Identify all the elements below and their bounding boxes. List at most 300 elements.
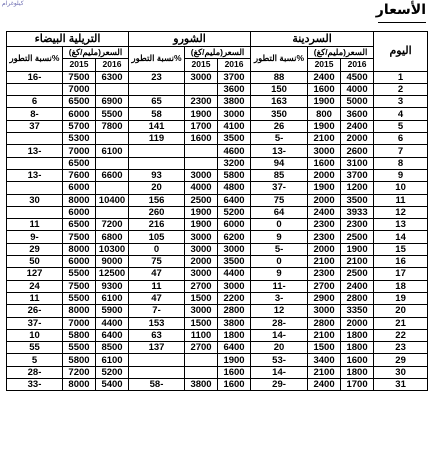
sardine-2015-cell: 2900 (308, 292, 341, 304)
tirilia-2016-cell: 5200 (96, 366, 129, 378)
shoro-2015-cell: 1900 (185, 108, 218, 120)
shoro-2015-cell: 1500 (185, 317, 218, 329)
price-table (6, 31, 428, 391)
shoro-2015-cell: 2500 (185, 194, 218, 206)
day-cell: 10 (374, 182, 428, 194)
shoro-change-cell: 47 (129, 292, 185, 304)
sardine-2016-cell: 1600 (341, 354, 374, 366)
sardine-2015-cell: 2300 (308, 231, 341, 243)
shoro-2016-cell: 6400 (218, 194, 251, 206)
tirilia-change-cell: 24 (7, 280, 63, 292)
tirilia-change-cell (7, 133, 63, 145)
shoro-2016-cell: 3800 (218, 317, 251, 329)
year-2016-header: 2016 (341, 59, 374, 71)
sardine-2016-cell: 2500 (341, 268, 374, 280)
day-cell: 6 (374, 133, 428, 145)
table-row (7, 120, 428, 132)
shoro-2015-cell: 1700 (185, 120, 218, 132)
day-cell: 5 (374, 120, 428, 132)
table-row (7, 83, 428, 95)
sardine-change-cell: 20 (251, 342, 308, 354)
table-row (7, 108, 428, 120)
shoro-2015-cell: 3000 (185, 243, 218, 255)
day-header: اليوم (374, 32, 428, 72)
shoro-2016-cell: 6400 (218, 342, 251, 354)
shoro-change-cell: 260 (129, 206, 185, 218)
sardine-2015-cell: 1900 (308, 182, 341, 194)
shoro-change-cell: 23 (129, 71, 185, 83)
sardine-2016-cell: 4500 (341, 71, 374, 83)
tirilia-2015-cell: 5800 (63, 354, 96, 366)
tirilia-2015-cell: 8000 (63, 194, 96, 206)
shoro-2016-cell: 3000 (218, 108, 251, 120)
tirilia-2015-cell: 7000 (63, 145, 96, 157)
sardine-2016-cell: 1800 (341, 342, 374, 354)
sardine-2016-cell: 4000 (341, 83, 374, 95)
day-cell: 31 (374, 379, 428, 391)
tirilia-2015-cell: 8000 (63, 243, 96, 255)
tirilia-2016-cell: 6100 (96, 354, 129, 366)
sardine-change-cell: 53- (251, 354, 308, 366)
tirilia-change-cell (7, 182, 63, 194)
shoro-change-cell: 156 (129, 194, 185, 206)
day-cell: 17 (374, 268, 428, 280)
sardine-2015-cell: 2300 (308, 268, 341, 280)
table-row (7, 342, 428, 354)
shoro-2015-cell: 3000 (185, 169, 218, 181)
shoro-2016-cell: 3000 (218, 243, 251, 255)
sardine-2015-cell: 1600 (308, 157, 341, 169)
sardine-2016-cell: 2400 (341, 280, 374, 292)
sardine-2015-cell: 2100 (308, 133, 341, 145)
tirilia-2015-cell: 6000 (63, 256, 96, 268)
sardine-2015-cell: 2300 (308, 219, 341, 231)
shoro-2015-cell: 3800 (185, 379, 218, 391)
sardine-2015-cell: 2000 (308, 194, 341, 206)
tirilia-change-cell: 9- (7, 231, 63, 243)
shoro-2015-cell: 1100 (185, 329, 218, 341)
sardine-change-cell: 28- (251, 317, 308, 329)
shoro-2015-cell (185, 366, 218, 378)
tirilia-change-cell: 11 (7, 292, 63, 304)
shoro-2016-cell: 6000 (218, 219, 251, 231)
tirilia-2015-cell: 5500 (63, 292, 96, 304)
tirilia-2016-cell: 12500 (96, 268, 129, 280)
tirilia-2015-cell: 7000 (63, 83, 96, 95)
sardine-2016-cell: 2800 (341, 292, 374, 304)
table-row (7, 194, 428, 206)
shoro-2015-cell: 1900 (185, 219, 218, 231)
sardine-change-cell: 3- (251, 292, 308, 304)
shoro-change-cell: 20 (129, 182, 185, 194)
tirilia-2016-cell: 6300 (96, 71, 129, 83)
sardine-2016-cell: 3100 (341, 157, 374, 169)
tirilia-2016-cell (96, 133, 129, 145)
sardine-change-cell: 9 (251, 268, 308, 280)
tirilia-change-cell: 28- (7, 366, 63, 378)
tirilia-2016-cell (96, 83, 129, 95)
shoro-change-cell: 93 (129, 169, 185, 181)
day-cell: 12 (374, 206, 428, 218)
tirilia-change-cell: 30 (7, 194, 63, 206)
shoro-2015-cell: 2300 (185, 96, 218, 108)
shoro-2016-cell: 1600 (218, 379, 251, 391)
shoro-2015-cell: 3000 (185, 231, 218, 243)
shoro-change-cell (129, 145, 185, 157)
tirilia-change-cell: 50 (7, 256, 63, 268)
shoro-2015-cell: 1500 (185, 292, 218, 304)
tirilia-2015-cell: 5800 (63, 329, 96, 341)
day-cell: 23 (374, 342, 428, 354)
tirilia-2015-cell: 7200 (63, 366, 96, 378)
table-row (7, 292, 428, 304)
shoro-2016-cell: 3500 (218, 256, 251, 268)
corner-mark: كيلوغرام (2, 0, 24, 7)
shoro-change-cell: 153 (129, 317, 185, 329)
shoro-change-cell (129, 157, 185, 169)
sardine-change-cell: 9 (251, 231, 308, 243)
tirilia-2016-cell: 6900 (96, 96, 129, 108)
tirilia-2016-cell: 7800 (96, 120, 129, 132)
shoro-2016-cell: 6200 (218, 231, 251, 243)
sardine-2015-cell: 2100 (308, 366, 341, 378)
sardine-2016-cell: 1200 (341, 182, 374, 194)
day-cell: 1 (374, 71, 428, 83)
year-2015-header: 2015 (63, 59, 96, 71)
tirilia-2015-cell: 6500 (63, 157, 96, 169)
sardine-change-cell: 75 (251, 194, 308, 206)
tirilia-2016-cell: 9300 (96, 280, 129, 292)
tirilia-2015-cell: 8000 (63, 379, 96, 391)
tirilia-2016-cell (96, 182, 129, 194)
sardine-2016-cell: 2300 (341, 219, 374, 231)
shoro-2016-cell: 3200 (218, 157, 251, 169)
day-cell: 8 (374, 157, 428, 169)
tirilia-change-cell: 26- (7, 305, 63, 317)
sardine-change-cell: 12 (251, 305, 308, 317)
tirilia-2015-cell: 5300 (63, 133, 96, 145)
sardine-2015-cell: 2000 (308, 243, 341, 255)
sardine-2016-cell: 2600 (341, 145, 374, 157)
tirilia-change-cell: 29 (7, 243, 63, 255)
table-row (7, 96, 428, 108)
tirilia-2016-cell: 10300 (96, 243, 129, 255)
shoro-change-cell: 105 (129, 231, 185, 243)
table-row (7, 329, 428, 341)
sardine-change-cell: 64 (251, 206, 308, 218)
tirilia-2016-cell (96, 157, 129, 169)
sardine-change-cell: 5- (251, 133, 308, 145)
sardine-2015-cell: 1900 (308, 120, 341, 132)
shoro-change-cell: 216 (129, 219, 185, 231)
shoro-2016-cell: 1900 (218, 354, 251, 366)
day-cell: 3 (374, 96, 428, 108)
tirilia-2015-cell: 7500 (63, 231, 96, 243)
sardine-2016-cell: 1800 (341, 329, 374, 341)
shoro-2015-cell: 4000 (185, 182, 218, 194)
tirilia-2016-cell: 6100 (96, 145, 129, 157)
shoro-change-cell: 47 (129, 268, 185, 280)
sardine-change-cell: 150 (251, 83, 308, 95)
tirilia-change-cell: 13- (7, 169, 63, 181)
tirilia-2016-cell: 6800 (96, 231, 129, 243)
day-cell: 22 (374, 329, 428, 341)
sardine-change-cell: 163 (251, 96, 308, 108)
sardine-2015-cell: 2100 (308, 329, 341, 341)
sardine-2015-cell: 3400 (308, 354, 341, 366)
tirilia-change-cell: 37- (7, 317, 63, 329)
group-header-tirilia: التريلية البيضاء (7, 32, 129, 47)
shoro-2015-cell (185, 354, 218, 366)
price-header: السعر(مليم/كغ) (308, 47, 374, 59)
shoro-2015-cell: 1900 (185, 206, 218, 218)
shoro-2016-cell: 4600 (218, 145, 251, 157)
shoro-change-cell: 119 (129, 133, 185, 145)
tirilia-change-cell (7, 157, 63, 169)
sardine-change-cell: 85 (251, 169, 308, 181)
tirilia-2015-cell: 5500 (63, 342, 96, 354)
table-row (7, 280, 428, 292)
tirilia-change-cell: 127 (7, 268, 63, 280)
sardine-2015-cell: 1900 (308, 96, 341, 108)
tirilia-2016-cell: 8500 (96, 342, 129, 354)
shoro-2015-cell: 3000 (185, 305, 218, 317)
table-row (7, 206, 428, 218)
table-row (7, 305, 428, 317)
shoro-2015-cell: 3000 (185, 268, 218, 280)
shoro-2015-cell (185, 83, 218, 95)
tirilia-2016-cell (96, 206, 129, 218)
shoro-change-cell (129, 354, 185, 366)
shoro-2016-cell: 5800 (218, 169, 251, 181)
sardine-change-cell: 14- (251, 366, 308, 378)
shoro-change-cell: 65 (129, 96, 185, 108)
day-cell: 9 (374, 169, 428, 181)
sardine-2016-cell: 2000 (341, 133, 374, 145)
sardine-2016-cell: 5000 (341, 96, 374, 108)
sardine-change-cell: 0 (251, 256, 308, 268)
sardine-2016-cell: 2500 (341, 231, 374, 243)
shoro-change-cell (129, 366, 185, 378)
tirilia-2015-cell: 6000 (63, 182, 96, 194)
sardine-2016-cell: 3700 (341, 169, 374, 181)
year-2015-header: 2015 (185, 59, 218, 71)
sardine-2015-cell: 2000 (308, 169, 341, 181)
sardine-2016-cell: 2000 (341, 317, 374, 329)
table-row (7, 71, 428, 83)
year-2015-header: 2015 (308, 59, 341, 71)
day-cell: 15 (374, 243, 428, 255)
sardine-change-cell: 14- (251, 329, 308, 341)
tirilia-2016-cell: 7200 (96, 219, 129, 231)
tirilia-change-cell: 37 (7, 120, 63, 132)
day-cell: 20 (374, 305, 428, 317)
table-row (7, 169, 428, 181)
sardine-2016-cell: 3600 (341, 108, 374, 120)
shoro-2016-cell: 5200 (218, 206, 251, 218)
year-2016-header: 2016 (218, 59, 251, 71)
sardine-2015-cell: 3000 (308, 305, 341, 317)
shoro-2016-cell: 4800 (218, 182, 251, 194)
group-header-sardine: السردينة (251, 32, 374, 47)
shoro-2015-cell: 3000 (185, 71, 218, 83)
shoro-2016-cell: 4400 (218, 268, 251, 280)
shoro-2016-cell: 3000 (218, 280, 251, 292)
tirilia-2015-cell: 7500 (63, 71, 96, 83)
sardine-change-cell: 5- (251, 243, 308, 255)
shoro-2015-cell (185, 145, 218, 157)
sardine-change-cell: 94 (251, 157, 308, 169)
sardine-change-cell: 29- (251, 379, 308, 391)
day-cell: 14 (374, 231, 428, 243)
day-cell: 30 (374, 366, 428, 378)
tirilia-2015-cell: 7600 (63, 169, 96, 181)
table-row (7, 157, 428, 169)
sardine-2015-cell: 2700 (308, 280, 341, 292)
sardine-2016-cell: 2400 (341, 120, 374, 132)
tirilia-2016-cell: 6600 (96, 169, 129, 181)
sardine-2015-cell: 2100 (308, 256, 341, 268)
shoro-2016-cell: 2800 (218, 305, 251, 317)
shoro-2015-cell: 1600 (185, 133, 218, 145)
sardine-change-cell: 88 (251, 71, 308, 83)
sardine-2016-cell: 1900 (341, 243, 374, 255)
sardine-2015-cell: 3000 (308, 145, 341, 157)
shoro-change-cell: 58 (129, 108, 185, 120)
shoro-change-cell: 137 (129, 342, 185, 354)
table-row (7, 145, 428, 157)
tirilia-change-cell: 33- (7, 379, 63, 391)
tirilia-2015-cell: 6000 (63, 206, 96, 218)
day-cell: 21 (374, 317, 428, 329)
sardine-2016-cell: 1800 (341, 366, 374, 378)
tirilia-2016-cell: 9000 (96, 256, 129, 268)
change-header: نسبة التطور% (7, 47, 63, 72)
shoro-change-cell: 0 (129, 243, 185, 255)
tirilia-2016-cell: 10400 (96, 194, 129, 206)
tirilia-2015-cell: 7500 (63, 280, 96, 292)
day-cell: 4 (374, 108, 428, 120)
tirilia-change-cell: 16- (7, 71, 63, 83)
table-row (7, 133, 428, 145)
day-cell: 19 (374, 292, 428, 304)
day-cell: 16 (374, 256, 428, 268)
sardine-change-cell: 26 (251, 120, 308, 132)
tirilia-change-cell (7, 83, 63, 95)
shoro-2016-cell: 1800 (218, 329, 251, 341)
sardine-change-cell: 13- (251, 145, 308, 157)
tirilia-2015-cell: 6500 (63, 219, 96, 231)
tirilia-2015-cell: 6000 (63, 108, 96, 120)
table-row (7, 379, 428, 391)
day-cell: 18 (374, 280, 428, 292)
sardine-2015-cell: 2400 (308, 71, 341, 83)
price-header: السعر(مليم/كغ) (63, 47, 129, 59)
day-cell: 11 (374, 194, 428, 206)
shoro-2015-cell: 2000 (185, 256, 218, 268)
table-row (7, 182, 428, 194)
tirilia-2016-cell: 5400 (96, 379, 129, 391)
shoro-change-cell: 141 (129, 120, 185, 132)
tirilia-2015-cell: 8000 (63, 305, 96, 317)
shoro-2016-cell: 3800 (218, 96, 251, 108)
shoro-2015-cell: 2700 (185, 342, 218, 354)
tirilia-change-cell: 13- (7, 145, 63, 157)
day-cell: 7 (374, 145, 428, 157)
table-body (7, 71, 428, 391)
shoro-2016-cell: 1600 (218, 366, 251, 378)
sardine-2015-cell: 1600 (308, 83, 341, 95)
shoro-change-cell: 11 (129, 280, 185, 292)
tirilia-2015-cell: 5500 (63, 268, 96, 280)
sardine-2015-cell: 800 (308, 108, 341, 120)
tirilia-2015-cell: 7000 (63, 317, 96, 329)
shoro-change-cell (129, 83, 185, 95)
tirilia-change-cell: 6 (7, 96, 63, 108)
tirilia-change-cell: 5 (7, 354, 63, 366)
sardine-2015-cell: 2800 (308, 317, 341, 329)
sardine-2016-cell: 3500 (341, 194, 374, 206)
tirilia-2015-cell: 6500 (63, 96, 96, 108)
table-row (7, 243, 428, 255)
tirilia-2016-cell: 4400 (96, 317, 129, 329)
table-row (7, 354, 428, 366)
shoro-2016-cell: 4100 (218, 120, 251, 132)
tirilia-2016-cell: 5900 (96, 305, 129, 317)
shoro-2015-cell (185, 157, 218, 169)
sardine-2015-cell: 2400 (308, 206, 341, 218)
sardine-change-cell: 350 (251, 108, 308, 120)
shoro-change-cell: 63 (129, 329, 185, 341)
sardine-2015-cell: 1500 (308, 342, 341, 354)
sardine-change-cell: 0 (251, 219, 308, 231)
tirilia-2016-cell: 5500 (96, 108, 129, 120)
sardine-2016-cell: 1700 (341, 379, 374, 391)
tirilia-2015-cell: 5700 (63, 120, 96, 132)
shoro-2015-cell: 2700 (185, 280, 218, 292)
price-header: السعر(مليم/كغ) (185, 47, 251, 59)
tirilia-2016-cell: 6400 (96, 329, 129, 341)
shoro-2016-cell: 3600 (218, 83, 251, 95)
sardine-2016-cell: 3933 (341, 206, 374, 218)
shoro-2016-cell: 3500 (218, 133, 251, 145)
sardine-change-cell: 11- (251, 280, 308, 292)
shoro-change-cell: 7- (129, 305, 185, 317)
day-cell: 29 (374, 354, 428, 366)
shoro-change-cell: 58- (129, 379, 185, 391)
page-title: الأسعار (375, 2, 426, 18)
table-row (7, 366, 428, 378)
table-row (7, 231, 428, 243)
sardine-change-cell: 37- (251, 182, 308, 194)
sardine-2015-cell: 2400 (308, 379, 341, 391)
table-row (7, 219, 428, 231)
year-2016-header: 2016 (96, 59, 129, 71)
tirilia-change-cell: 11 (7, 219, 63, 231)
day-cell: 13 (374, 219, 428, 231)
tirilia-change-cell: 55 (7, 342, 63, 354)
shoro-2016-cell: 3700 (218, 71, 251, 83)
tirilia-change-cell (7, 206, 63, 218)
tirilia-2016-cell: 6100 (96, 292, 129, 304)
shoro-2016-cell: 2200 (218, 292, 251, 304)
change-header: نسبة التطور% (251, 47, 308, 72)
tirilia-change-cell: 10 (7, 329, 63, 341)
table-row (7, 268, 428, 280)
sardine-2016-cell: 2100 (341, 256, 374, 268)
sardine-2016-cell: 3350 (341, 305, 374, 317)
table-row (7, 256, 428, 268)
